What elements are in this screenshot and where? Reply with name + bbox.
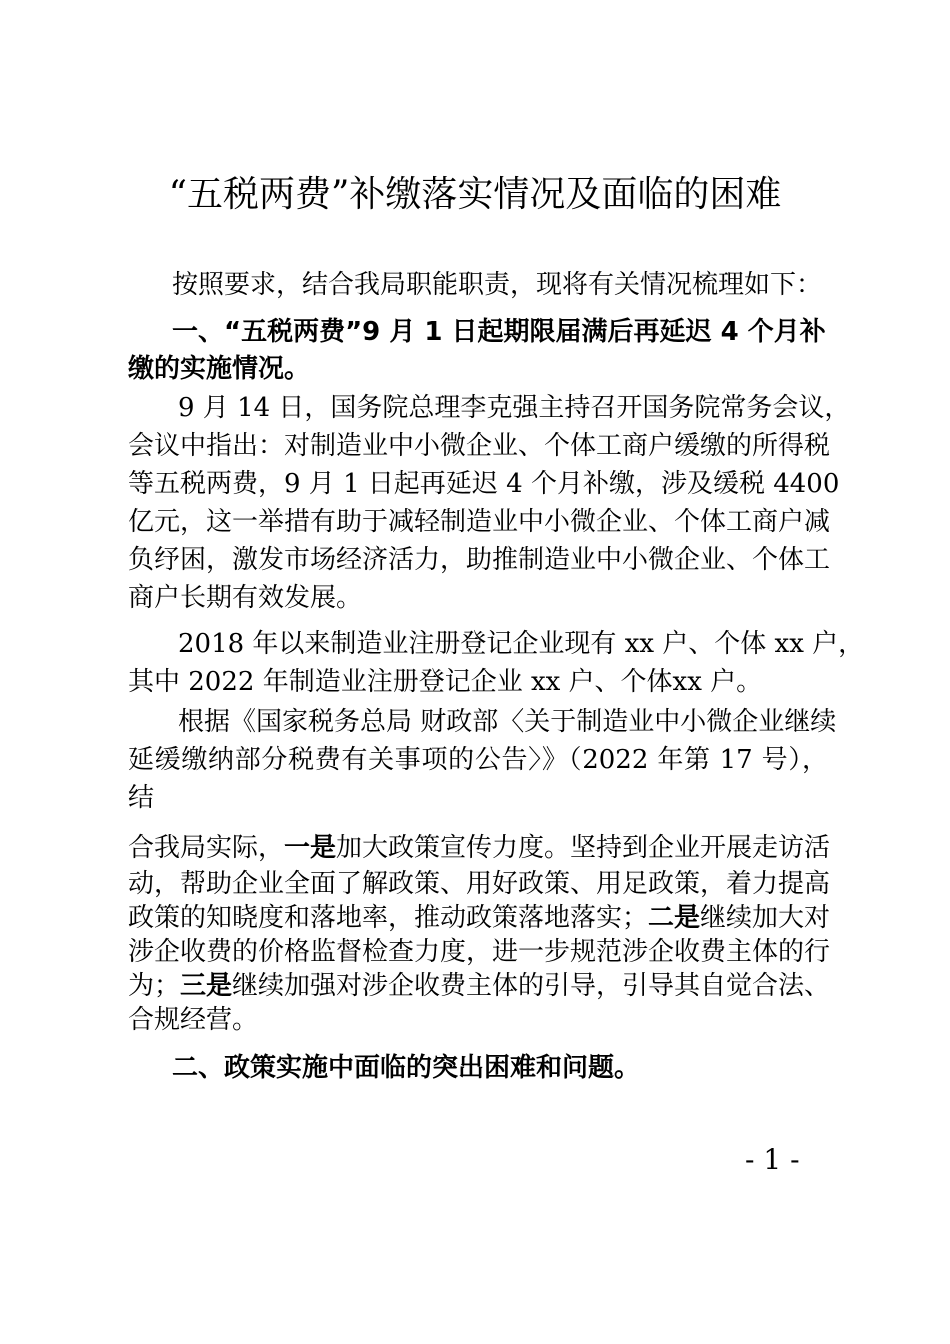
para4-text: 加大政策宣传力度。坚持到企业开展走访活: [336, 833, 831, 863]
intro-text: 按照要求，结合我局职能职责，现将有关情况梳理如下：: [172, 270, 823, 300]
para3-line-1: 根据《国家税务总局 财政部〈关于制造业中小微企业继续: [178, 707, 837, 737]
para4-text: 继续加强对涉企收费主体的引导，引导其自觉合法、: [232, 971, 831, 1001]
page-number: - 1 -: [745, 1143, 800, 1176]
para1-line-2: 会议中指出：对制造业中小微企业、个体工商户缓缴的所得税: [128, 431, 831, 461]
para1-line-6: 商户长期有效发展。: [128, 583, 363, 613]
para2-line-2: 其中 2022 年制造业注册登记企业 xx 户、个体xx 户。: [128, 667, 763, 697]
heading-1-line-2: 缴的实施情况。: [128, 354, 311, 384]
para4-line-1: [128, 828, 831, 868]
para3-line-2: 延缓缴纳部分税费有关事项的公告〉》（2022 年第 17 号），: [128, 745, 828, 775]
para1-line-4: 亿元，这一举措有助于减轻制造业中小微企业、个体工商户减: [128, 507, 831, 537]
para4-text: 合我局实际，: [128, 833, 285, 863]
keyword-second: 二是: [648, 903, 701, 933]
para1-line-3: 等五税两费，9 月 1 日起再延迟 4 个月补缴，涉及缓税 4400: [128, 469, 840, 499]
document-title: “五税两费”补缴落实情况及面临的困难: [168, 174, 782, 215]
para1-line-5: 负纾困，激发市场经济活力，助推制造业中小微企业、个体工: [128, 545, 831, 575]
para1-line-1: 9 月 14 日，国务院总理李克强主持召开国务院常务会议，: [178, 393, 851, 423]
para4-text: 继续加大对: [700, 903, 831, 933]
para4-line-6: 合规经营。: [128, 1005, 259, 1035]
para4-text: 为；: [128, 971, 181, 1001]
keyword-third: 三是: [180, 971, 233, 1001]
para4-text: 政策的知晓度和落地率，推动政策落地落实；: [128, 903, 649, 933]
para3-line-3: 结: [128, 783, 155, 813]
keyword-first: 一是: [284, 833, 337, 863]
heading-1-line-1: 一、“五税两费”9 月 1 日起期限届满后再延迟 4 个月补: [172, 317, 826, 347]
para4-line-2: 动，帮助企业全面了解政策、用好政策、用足政策，着力提高: [128, 869, 831, 899]
para4-line-4: 涉企收费的价格监督检查力度，进一步规范涉企收费主体的行: [128, 937, 831, 967]
para2-line-1: 2018 年以来制造业注册登记企业现有 xx 户、个体 xx 户，: [178, 629, 865, 659]
heading-2: 二、政策实施中面临的突出困难和问题。: [172, 1053, 641, 1083]
